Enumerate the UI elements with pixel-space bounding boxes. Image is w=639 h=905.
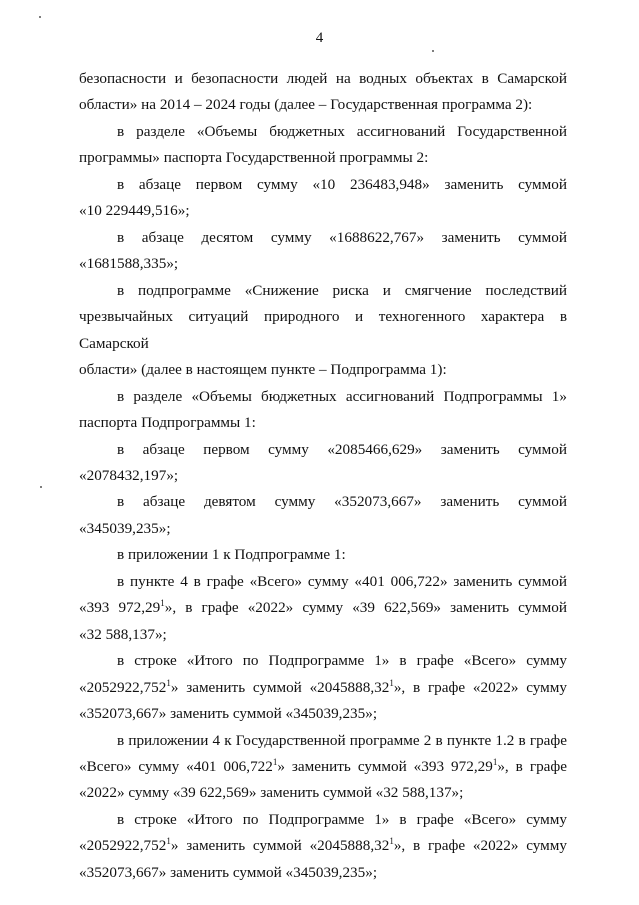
paragraph xyxy=(79,728,567,807)
scan-speck xyxy=(432,50,434,52)
paragraph-line: «1681588,335»; xyxy=(79,255,179,273)
paragraph-line: чрезвычайных ситуаций природного и техногенного характера в Самарской xyxy=(79,308,567,352)
paragraph-line: «352073,667» заменить суммой «345039,235»; xyxy=(79,863,378,881)
scan-speck xyxy=(39,16,41,18)
paragraph-line: «2022» сумму «39 622,569» заменить суммой «32 588,137»; xyxy=(79,784,464,802)
paragraph-line: в абзаце первом сумму «10 236483,948» заменить суммой xyxy=(117,175,567,193)
paragraph xyxy=(79,807,567,886)
paragraph-line: в приложении 1 к Подпрограмме 1: xyxy=(117,546,346,564)
paragraph-line: в абзаце десятом сумму «1688622,767» заменить суммой xyxy=(117,228,567,246)
paragraph-line: в пункте 4 в графе «Всего» сумму «401 006,722» заменить суммой xyxy=(117,573,567,591)
paragraph-line: в разделе «Объемы бюджетных ассигнований Государственной xyxy=(117,122,567,140)
paragraph xyxy=(79,66,567,119)
paragraph-line: «393 972,29$^1$», в графе «2022» сумму «39 622,569» заменить суммой xyxy=(79,598,567,617)
document-body xyxy=(79,66,567,886)
paragraph xyxy=(79,172,567,225)
paragraph-line: в подпрограмме «Снижение риска и смягчение последствий xyxy=(117,281,567,299)
paragraph xyxy=(79,489,567,542)
page-number: 4 xyxy=(315,30,324,46)
paragraph-line: «345039,235»; xyxy=(79,519,171,537)
paragraph xyxy=(79,119,567,172)
paragraph xyxy=(79,437,567,490)
paragraph xyxy=(79,648,567,727)
paragraph-line: в приложении 4 к Государственной программе 2 в пункте 1.2 в графе xyxy=(117,731,567,749)
paragraph-line: паспорта Подпрограммы 1: xyxy=(79,413,256,431)
paragraph-line: в строке «Итого по Подпрограмме 1» в графе «Всего» сумму xyxy=(117,811,567,828)
paragraph-line: в абзаце первом сумму «2085466,629» заменить суммой xyxy=(117,440,567,458)
paragraph-line: «32 588,137»; xyxy=(79,625,167,643)
paragraph-line: «2052922,752$^1$» заменить суммой «2045888,32$^1$», в графе «2022» сумму xyxy=(79,836,567,855)
scan-speck xyxy=(40,486,42,488)
paragraph-line: области» (далее в настоящем пункте – Подпрограмма 1): xyxy=(79,360,447,378)
paragraph xyxy=(79,384,567,437)
paragraph xyxy=(79,225,567,278)
paragraph-line: в разделе «Объемы бюджетных ассигнований Подпрограммы 1» xyxy=(117,387,567,405)
paragraph xyxy=(79,278,567,383)
paragraph-line: безопасности и безопасности людей на водных объектах в Самарской xyxy=(79,70,567,87)
paragraph xyxy=(79,542,567,568)
paragraph-line: программы» паспорта Государственной программы 2: xyxy=(79,149,429,167)
paragraph-line: области» на 2014 – 2024 годы (далее – Государственная программа 2): xyxy=(79,96,533,114)
paragraph-line: в абзаце девятом сумму «352073,667» заменить суммой xyxy=(117,493,567,511)
paragraph-line: «2078432,197»; xyxy=(79,466,179,484)
paragraph xyxy=(79,569,567,648)
paragraph-line: «Всего» сумму «401 006,722$^1$» заменить суммой «393 972,29$^1$», в графе xyxy=(79,757,567,776)
paragraph-line: «352073,667» заменить суммой «345039,235»; xyxy=(79,705,378,723)
paragraph-line: «10 229449,516»; xyxy=(79,202,190,220)
paragraph-line: в строке «Итого по Подпрограмме 1» в графе «Всего» сумму xyxy=(117,652,567,670)
paragraph-line: «2052922,752$^1$» заменить суммой «2045888,32$^1$», в графе «2022» сумму xyxy=(79,677,567,696)
